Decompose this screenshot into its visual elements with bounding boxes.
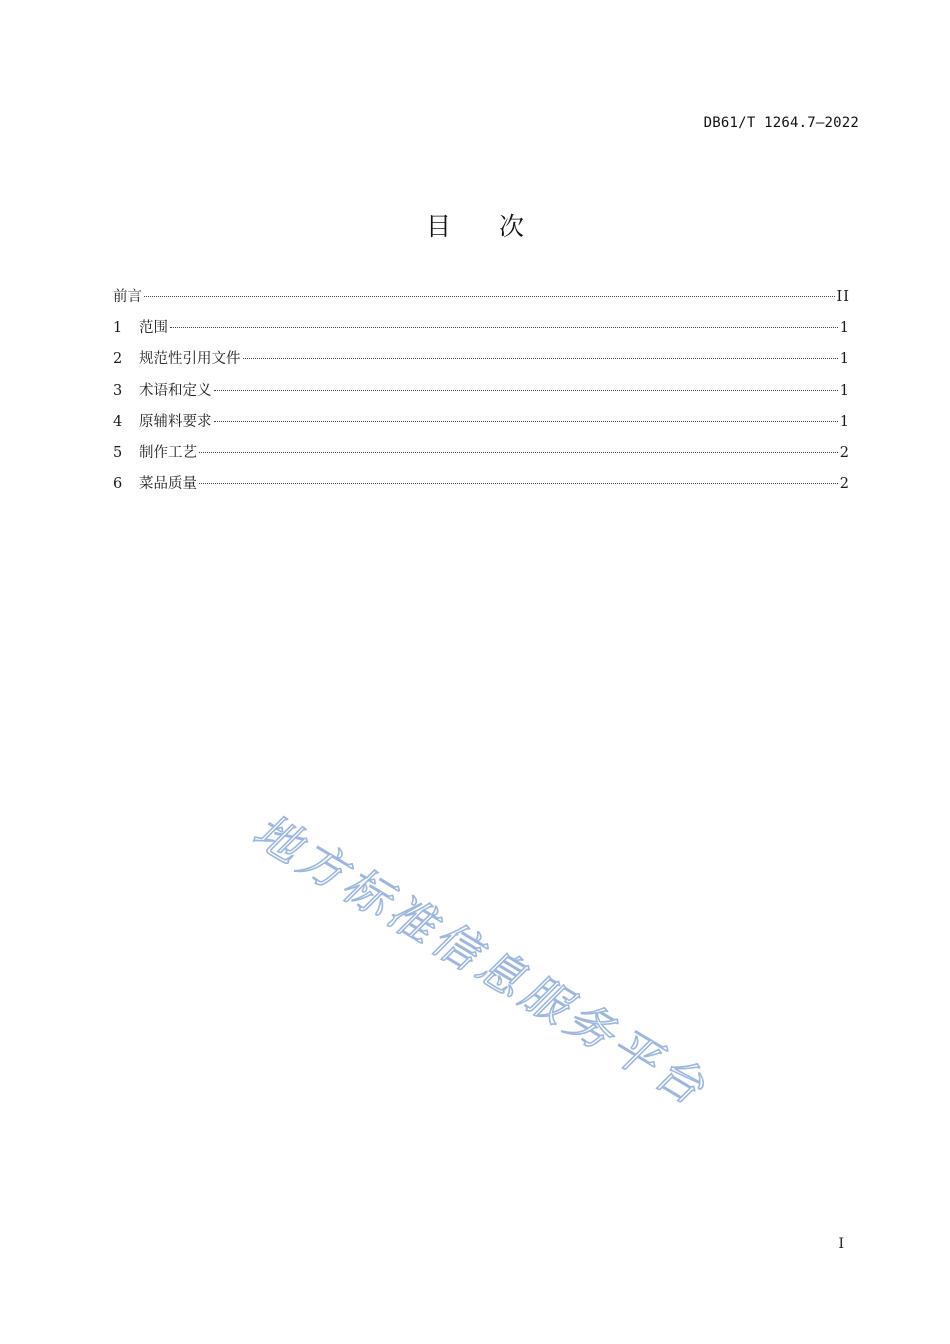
toc-dot-leader <box>214 421 838 422</box>
toc-entry-page: 2 <box>839 476 850 493</box>
toc-entry-page: 2 <box>839 444 850 461</box>
toc-entry-page: 1 <box>839 382 850 399</box>
toc-entry-number: 5 <box>113 444 123 461</box>
toc-entry-number: 1 <box>113 320 123 337</box>
toc-dot-leader <box>144 296 835 297</box>
toc-entry-page: 1 <box>839 351 850 368</box>
toc-entry-foreword[interactable] <box>113 287 850 318</box>
toc-entry-process[interactable] <box>113 443 850 474</box>
document-code: DB61/T 1264.7—2022 <box>703 115 859 131</box>
toc-title: 目次 <box>425 212 572 241</box>
toc-entry-raw-materials[interactable] <box>113 412 850 443</box>
toc-entry-label: 原辅料要求 <box>139 413 212 430</box>
toc-entry-label: 规范性引用文件 <box>139 351 241 368</box>
toc-dot-leader <box>199 452 838 453</box>
toc-entry-page: II <box>836 289 850 305</box>
toc-entry-label: 范围 <box>139 320 168 337</box>
toc-entry-page: 1 <box>839 320 850 337</box>
toc-entry-terms-definitions[interactable] <box>113 381 850 412</box>
toc-entry-label: 菜品质量 <box>139 476 197 493</box>
toc-entry-label: 术语和定义 <box>139 382 212 399</box>
toc-entry-scope[interactable] <box>113 318 850 349</box>
toc-dot-leader <box>170 327 838 328</box>
watermark <box>240 780 800 1120</box>
toc-dot-leader <box>199 483 838 484</box>
toc-entry-number: 3 <box>113 382 123 399</box>
toc-entry-dish-quality[interactable] <box>113 474 850 505</box>
page-number: I <box>838 1236 844 1252</box>
toc-entry-normative-references[interactable] <box>113 349 850 380</box>
toc-entry-number: 4 <box>113 413 123 430</box>
toc-dot-leader <box>214 390 838 391</box>
watermark-text: 地方标准信息服务平台 <box>244 803 718 1118</box>
toc-dot-leader <box>243 358 838 359</box>
table-of-contents <box>113 287 850 505</box>
toc-entry-number: 2 <box>113 351 123 368</box>
toc-entry-label: 制作工艺 <box>139 444 197 461</box>
toc-entry-number: 6 <box>113 476 123 493</box>
toc-entry-page: 1 <box>839 413 850 430</box>
toc-entry-label: 前言 <box>113 289 142 305</box>
